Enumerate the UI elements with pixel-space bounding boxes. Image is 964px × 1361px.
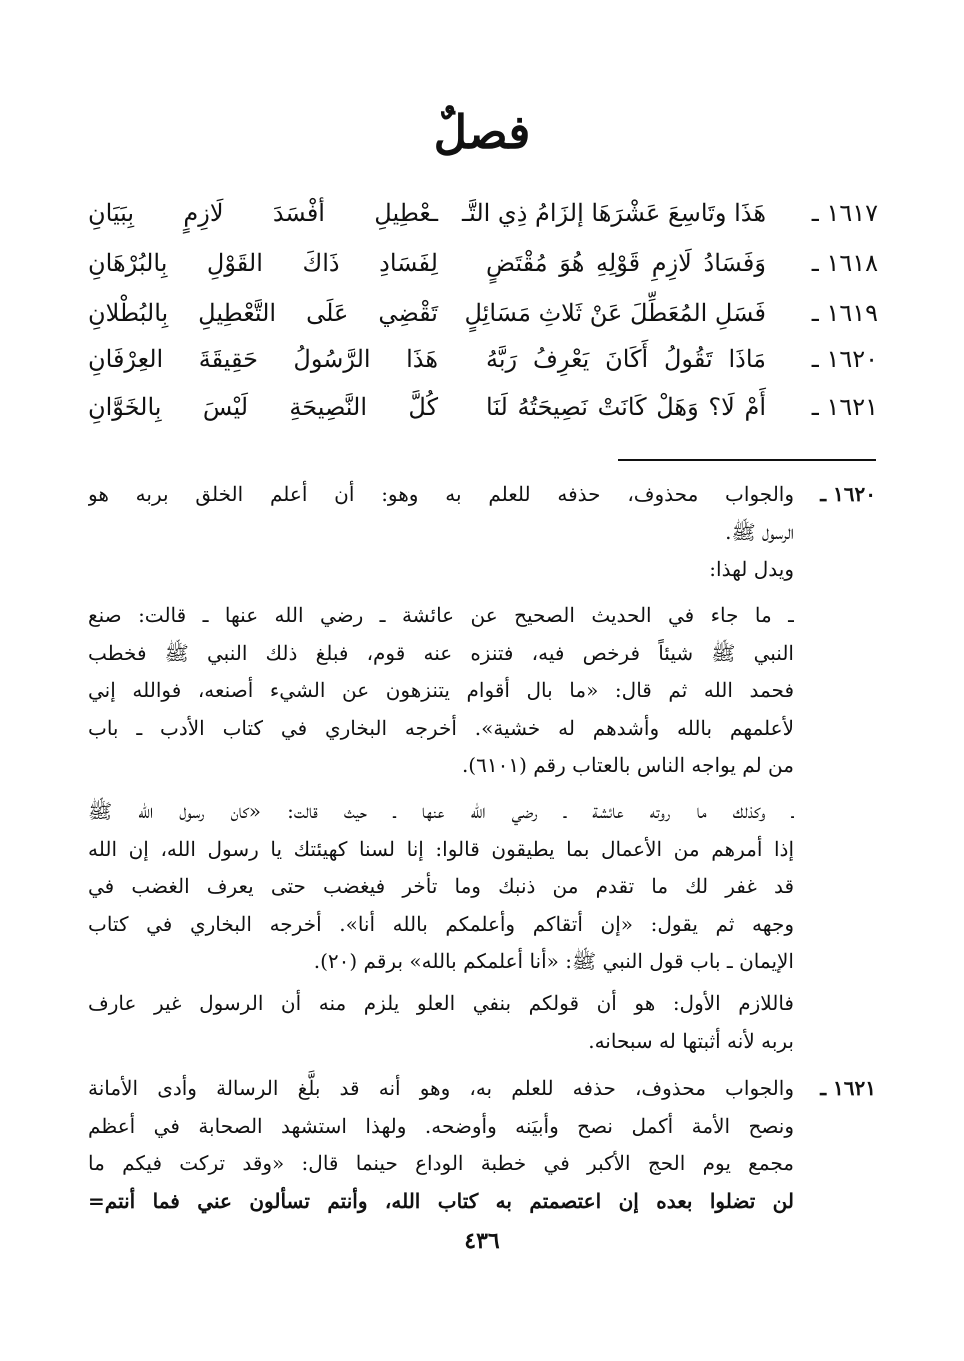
footnote-line: فحمد الله ثم قال: «ما بال أقوام يتنزهون عن الشيء أصنعه، فوالله إني <box>88 678 794 702</box>
footnote-1620-intro <box>88 476 794 589</box>
verse-first-hemistich: فَسَلِ المُعَطِّلَ عَنْ ثَلاثِ مَسَائِلٍ <box>464 299 766 327</box>
footnote-number-1621: ١٦٢١ ـ <box>820 1076 876 1100</box>
footnote-line: بربه لأنه أثبتها له سبحانه. <box>588 1028 794 1053</box>
footnote-line: فاللازم الأول: هو أن قولكم بنفي العلو يلزم منه أن الرسول غير عارف <box>88 991 794 1015</box>
footnote-number-1620: ١٦٢٠ ـ <box>820 482 876 506</box>
footnote-line: إذا أمرهم من الأعمال بما يطيقون قالوا: إنا لسنا كهيئتك يا رسول الله، إن الله <box>88 836 794 861</box>
footnote-line: الرسول ﷺ. <box>725 519 794 544</box>
verse-second-hemistich: هَذَا الرَّسُولُ حَقِيقَةَ العِرْفَانِ <box>88 345 438 373</box>
verse-second-hemistich: تَقْضِي عَلَى التَّعْطِيلِ بِالبُطْلانِ <box>88 299 438 327</box>
verse-second-hemistich: ـعْطِيلِ أفْسَدَ لَازِمٍ بِبَيَانِ <box>88 199 438 227</box>
verse-number: ١٦١٩ ـ <box>811 299 878 327</box>
footnote-line: النبي ﷺ شيئاً فرخص فيه، فتنزه عنه قوم، فبلغ ذلك النبي ﷺ فخطب <box>88 640 794 665</box>
footnote-line: من لم يواجه الناس بالعتاب رقم (٦١٠١). <box>461 753 794 777</box>
footnote-1620-hadith-2 <box>88 793 794 981</box>
section-heading: فصلٌ <box>433 105 531 159</box>
verse-first-hemistich: أَمْ لَا؟ وَهَلْ كَانَتْ نَصِيحَتُهُ لَنَا <box>486 393 766 421</box>
footnote-1620-conclusion <box>88 985 794 1060</box>
footnote-divider <box>618 459 876 461</box>
footnote-line: ـ ما جاء في الحديث الصحيح عن عائشة ـ رضي الله عنها ـ قالت: صنع <box>88 603 794 627</box>
verse-number: ١٦١٧ ـ <box>811 199 878 227</box>
footnote-line: ـ وكذلك ما روته عائشة ـ رضي الله عنها ـ حيث قالت: «كان رسول الله ﷺ <box>88 799 794 823</box>
footnote-line: مجمع يوم الحج الأكبر في خطبة الوداع حينما قال: «وقد تركت فيكم ما <box>88 1151 794 1175</box>
footnote-line: قد غفر لك ما تقدم من ذنبك وما تأخر فيغضب حتى يعرف الغضب في <box>88 874 794 898</box>
verse-first-hemistich: مَاذَا تَقُولُ أَكَانَ يَعْرِفُ رَبَّهُ <box>486 345 766 373</box>
verse-number: ١٦١٨ ـ <box>811 249 878 277</box>
footnote-line: لن تضلوا بعده إن اعتصمتم به كتاب الله، وأنتم تسألون عني فما أنتم= <box>88 1188 794 1213</box>
page-number: ٤٣٦ <box>464 1228 500 1254</box>
footnote-line: الإيمان ـ باب قول النبي ﷺ: «أنا أعلمكم بالله» برقم (٢٠). <box>313 949 794 973</box>
footnote-line: والجواب محذوف، حذفه للعلم به وهو: أن أعلم الخلق بربه هو <box>88 482 794 506</box>
verse-first-hemistich: وَفَسَادُ لَازِمِ قَوْلِهِ هُوَ مُقْتَضٍ <box>486 249 766 277</box>
footnote-line: ونصح الأمة أكمل نصح وأبيَنه وأوضحه. ولهذا استشهد الصحابة في أعظم <box>88 1113 794 1138</box>
footnote-line: والجواب محذوف، حذفه للعلم به، وهو أنه قد بلَّغ الرسالة وأدى الأمانة <box>88 1076 794 1100</box>
verse-1620 <box>88 334 878 384</box>
verse-1619 <box>88 288 878 338</box>
footnote-1620-hadith-1 <box>88 597 794 785</box>
verse-first-hemistich: هَذَا وتَاسِعَ عَشْرَهَا إلزَامُ ذِي التَّـ <box>462 199 766 227</box>
verse-1618 <box>88 238 878 288</box>
verse-1621 <box>88 382 878 432</box>
verse-second-hemistich: كُلَّ النَّصِيحَةِ لَيْسَ بِالخَوَّانِ <box>88 393 438 421</box>
verse-1617 <box>88 188 878 238</box>
footnote-line: ويدل لهذا: <box>709 557 794 581</box>
footnote-line: وجهه ثم يقول: «إن أتقاكم وأعلمكم بالله أنا». أخرجه البخاري في كتاب <box>88 911 794 936</box>
footnote-1621-text <box>88 1070 794 1220</box>
verse-number: ١٦٢١ ـ <box>811 393 878 421</box>
footnote-line: لأعلمهم بالله وأشدهم له خشية». أخرجه البخاري في كتاب الأدب ـ باب <box>88 715 794 740</box>
verse-second-hemistich: لِفَسَادِ ذَاكَ القَوْلِ بِالبُرْهَانِ <box>88 249 438 277</box>
verse-number: ١٦٢٠ ـ <box>811 345 878 373</box>
